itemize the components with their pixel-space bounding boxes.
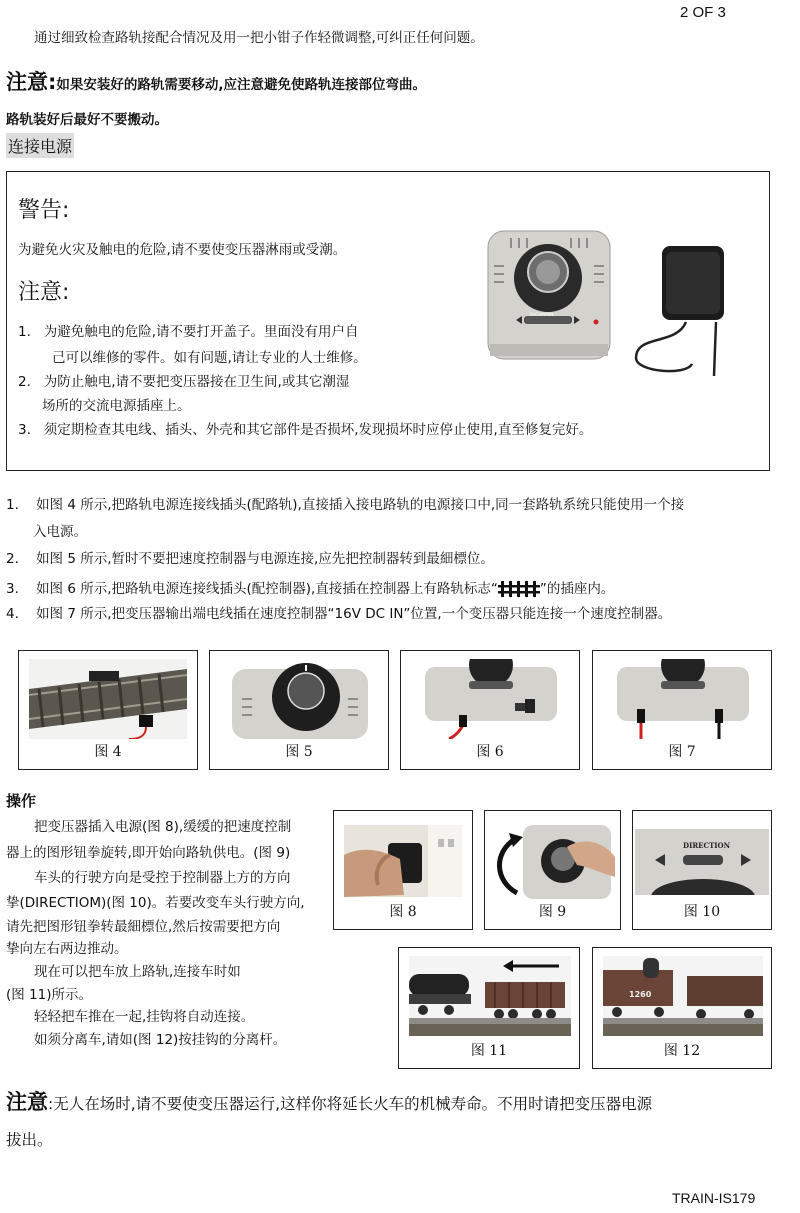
figure-8 <box>333 810 473 930</box>
figure-9-caption: 图 9 <box>538 904 567 920</box>
note-text: 如果安装好的路轨需要移动,应注意避免使路轨连接部位弯曲。 <box>56 77 427 93</box>
page-number: 2 OF 3 <box>680 4 726 21</box>
operation-line: 器上的图形钮拳旋转,即开始向路轨供电。(图 9) <box>6 845 291 861</box>
operation-line: 请先把图形钮拳转最細標位,然后按需要把方向 <box>6 919 281 935</box>
figure-5-caption: 图 5 <box>285 744 313 760</box>
note-label: 注意: <box>6 70 57 94</box>
track-symbol-icon <box>498 581 540 597</box>
note-line <box>6 66 426 96</box>
step-4: 4. 如图 7 所示,把变压器输出端电线插在速度控制器“16V DC IN”位置,一个变压器只能连接一个速度控制器。 <box>6 606 672 622</box>
figure-5 <box>209 650 389 770</box>
coupling-cars-photo <box>409 956 571 1036</box>
turning-knob-photo <box>493 817 615 901</box>
operation-line: 车头的行驶方向是受控于控制器上方的方向 <box>34 870 291 886</box>
figure-7 <box>592 650 772 770</box>
operation-line: 轻轻把车推在一起,挂钩将自动连接。 <box>34 1009 255 1025</box>
controller-power-port-photo <box>611 659 755 739</box>
footer-note <box>6 1086 652 1116</box>
figure-11 <box>398 947 580 1069</box>
figure-11-caption: 图 11 <box>470 1043 508 1059</box>
operation-line: 挚(DIRECTIOM)(图 10)。若要改变车头行驶方向, <box>6 895 305 911</box>
controller-transformer-photo <box>486 226 726 376</box>
footer-note-text: :无人在场时,请不要使变压器运行,这样你将延长火车的机械寿命。不用时请把变压器电源 <box>48 1095 653 1113</box>
warning-item-3: 3. 须定期检查其电线、插头、外壳和其它部件是否损坏,发现损坏时应停止使用,直至修复完好。 <box>18 422 593 438</box>
step-1: 1. 如图 4 所示,把路轨电源连接线插头(配路轨),直接插入接电路轨的电源接口中,同一套路轨系统只能使用一个接 <box>6 497 685 513</box>
direction-switch-photo <box>635 829 769 895</box>
operation-line: 挚向左右两边推动。 <box>6 941 128 957</box>
figure-12 <box>592 947 772 1069</box>
controller-knob-photo <box>230 659 370 739</box>
step-1-cont: 入电源。 <box>33 524 87 540</box>
warning-item-2: 2. 为防止触电,请不要把变压器接在卫生间,或其它潮湿 <box>18 374 350 390</box>
document-id: TRAIN-IS179 <box>672 1190 756 1206</box>
figure-6-caption: 图 6 <box>476 744 504 760</box>
figure-4 <box>18 650 198 770</box>
figure-8-caption: 图 8 <box>389 904 417 920</box>
figure-10 <box>632 810 772 930</box>
figure-9 <box>484 810 621 930</box>
intro-line: 通过细致检查路轨接配合情况及用一把小钳子作轻微调整,可纠正任何问题。 <box>34 30 484 46</box>
uncoupling-cars-photo <box>603 956 763 1036</box>
operation-line: 把变压器插入电源(图 8),缓缓的把速度控制 <box>34 819 292 835</box>
warning-title: 警告: <box>18 198 70 223</box>
operation-title: 操作 <box>6 792 37 810</box>
figure-6 <box>400 650 580 770</box>
direction-label: DIRECTION <box>683 841 731 850</box>
figure-4-caption: 图 4 <box>94 744 122 760</box>
figure-10-caption: 图 10 <box>683 904 721 920</box>
intro-line-3: 路轨装好后最好不要搬动。 <box>6 112 168 128</box>
warning-text: 为避免火灾及触电的危险,请不要使变压器淋雨或受潮。 <box>18 242 347 258</box>
operation-line: (图 11)所示。 <box>6 987 93 1003</box>
step-2: 2. 如图 5 所示,暂时不要把速度控制器与电源连接,应先把控制器转到最細標位。 <box>6 551 494 567</box>
controller-track-port-photo <box>419 659 563 739</box>
car-number: 1260 <box>629 990 652 999</box>
warning-item-1-cont: 己可以维修的零件。如有问题,请让专业的人士维修。 <box>52 350 367 366</box>
controller-brand-label: BACHMANN <box>530 312 554 317</box>
plug-transformer-photo <box>344 825 462 897</box>
operation-line: 如须分离车,请如(图 12)按挂钩的分离杆。 <box>34 1032 287 1048</box>
section-title: 连接电源 <box>6 133 74 158</box>
step-3: 3. 如图 6 所示,把路轨电源连接线插头(配控制器),直接插在控制器上有路轨标志“ ”的插座内。 <box>6 581 615 597</box>
operation-line: 现在可以把车放上路轨,连接车时如 <box>34 964 241 980</box>
track-connector-photo <box>29 659 187 739</box>
warning-item-1: 1. 为避免触电的危险,请不要打开盖子。里面没有用户自 <box>18 324 359 340</box>
figure-7-caption: 图 7 <box>668 744 696 760</box>
warning-note-title: 注意: <box>18 280 70 305</box>
footer-note-label: 注意 <box>6 1090 48 1114</box>
figure-12-caption: 图 12 <box>663 1043 701 1059</box>
footer-note-cont: 拔出。 <box>6 1131 53 1149</box>
warning-item-2-cont: 场所的交流电源插座上。 <box>42 398 191 414</box>
